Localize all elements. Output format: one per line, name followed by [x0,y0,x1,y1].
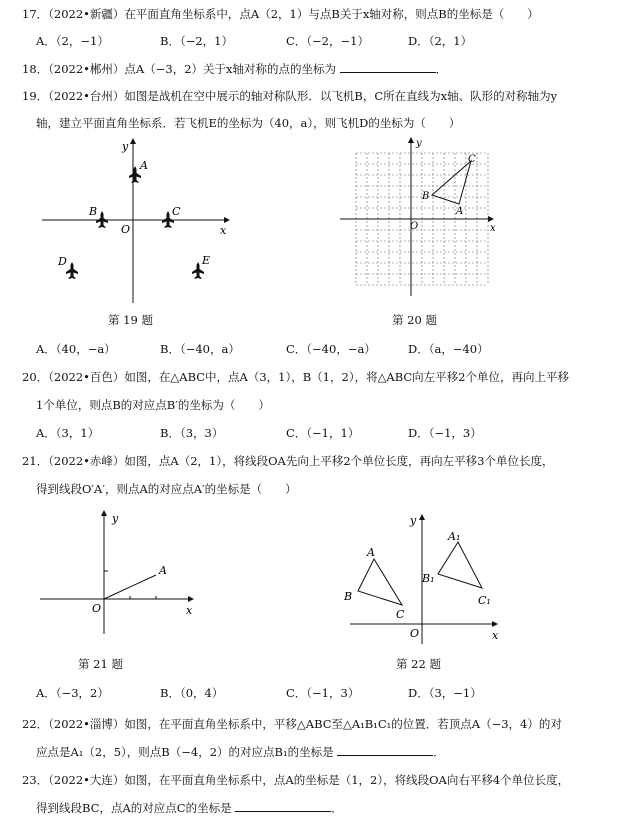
q20-option-b[interactable]: B．（3，3） [160,426,224,440]
q22-end: ． [433,745,445,759]
q23-end: ． [331,801,343,815]
q22-stem-line2: 应点是A₁（2，5），则点B（−4，2）的对应点B₁的坐标是 [36,745,334,759]
figure-21 [38,508,208,638]
fig22-caption: 第 22 题 [396,657,441,671]
fig19-origin-label: O [121,223,131,236]
fig19-label-e: E [202,254,211,267]
fig22-label-a1: A₁ [448,530,461,543]
q19-stem-line1: 19．（2022•台州）如图是战机在空中展示的轴对称队形．以飞机B，C所在直线为x轴、队形的对称轴为y [22,89,558,103]
q23-stem-line2: 得到线段BC，点A的对应点C的坐标是 [36,801,232,815]
q18-end: ． [435,62,448,76]
fig19-label-b: B [89,205,98,218]
q20-stem-line2: 1个单位，则点B的对应点B′的坐标为（ ） [36,398,270,412]
q21-option-b[interactable]: B．（0，4） [160,686,224,700]
q21-option-a[interactable]: A．（−3，2） [36,686,109,700]
fig19-y-label: y [122,140,129,153]
fig19-x-label: x [220,224,227,237]
q18-stem: 18．（2022•郴州）点A（−3，2）关于x轴对称的点的坐标为 [22,62,336,76]
fig21-segment-oa [104,575,156,599]
q17-stem: 17．（2022•新疆）在平面直角坐标系中，点A（2，1）与点B关于x轴对称，则点B的坐标是（ ） [22,7,539,21]
fig21-origin-label: O [92,602,102,615]
fig22-y-label: y [410,514,417,527]
q17-option-b[interactable]: B．（−2，1） [160,34,233,48]
jet-d-icon [66,262,78,279]
fig20-label-a: A [456,206,464,217]
q22-line2 [36,744,445,760]
fig19-caption: 第 19 题 [108,313,153,327]
fig20-label-b: B [422,191,430,202]
fig20-y-label: y [416,138,422,149]
fig20-caption: 第 20 题 [392,313,437,327]
fig22-label-c1: C₁ [478,594,491,607]
fig22-label-b1: B₁ [422,572,435,585]
fig22-triangle-abc [358,559,402,605]
q20-option-c[interactable]: C．（−1，1） [286,426,360,440]
fig22-label-c: C [396,608,405,621]
fig19-label-c: C [172,205,181,218]
q19-option-d[interactable]: D．（a，−40） [408,342,489,356]
fig22-origin-label: O [410,627,420,640]
q23-line2 [36,800,343,816]
q19-stem-line2: 轴，建立平面直角坐标系．若飞机E的坐标为（40，a），则飞机D的坐标为（ ） [36,116,461,130]
q19-option-c[interactable]: C．（−40，−a） [286,342,376,356]
figure-20 [340,136,510,306]
q19-option-b[interactable]: B．（−40，a） [160,342,240,356]
q20-stem-line1: 20．（2022•百色）如图，在△ABC中，点A（3，1），B（1，2），将△ABC向左平移2个单位，再向上平移 [22,370,569,384]
q17-option-a[interactable]: A．（2，−1） [36,34,109,48]
q19-option-a[interactable]: A．（40，−a） [36,342,116,356]
q22-answer-blank[interactable] [337,744,433,756]
q23-stem-line1: 23．（2022•大连）如图，在平面直角坐标系中，点A的坐标是（1，2），将线段OA向右平移4个单位长度， [22,773,570,787]
fig22-label-b: B [344,590,353,603]
fig19-label-d: D [58,255,67,268]
fig19-label-a: A [140,159,148,172]
q17-option-c[interactable]: C．（−2，−1） [286,34,369,48]
figure-19 [34,138,274,308]
q20-option-d[interactable]: D．（−1，3） [408,426,482,440]
fig20-triangle [432,161,471,204]
q21-option-d[interactable]: D．（3，−1） [408,686,482,700]
q20-option-a[interactable]: A．（3，1） [36,426,100,440]
fig20-x-label: x [490,223,496,234]
q18-line [22,61,447,77]
q23-answer-blank[interactable] [235,800,331,812]
fig20-origin-label: O [410,221,419,232]
fig22-triangle-a1b1c1 [438,542,482,588]
q21-stem-line2: 得到线段O′A′，则点A的对应点A′的坐标是（ ） [36,482,297,496]
q18-answer-blank[interactable] [340,61,436,73]
fig21-y-label: y [112,512,119,525]
fig21-x-label: x [186,604,193,617]
q21-option-c[interactable]: C．（−1，3） [286,686,360,700]
fig21-label-a: A [159,564,167,577]
fig20-label-c: C [468,154,476,165]
fig22-x-label: x [492,629,499,642]
q17-option-d[interactable]: D．（2，1） [408,34,473,48]
figure-22 [336,512,516,647]
fig22-label-a: A [367,546,375,559]
q21-stem-line1: 21．（2022•赤峰）如图，点A（2，1），将线段OA先向上平移2个单位长度，再向左平移3个单位长度， [22,454,554,468]
q22-stem-line1: 22．（2022•淄博）如图，在平面直角坐标系中，平移△ABC至△A₁B₁C₁的位置．若顶点A（−3，4）的对 [22,717,562,731]
fig21-caption: 第 21 题 [78,657,123,671]
